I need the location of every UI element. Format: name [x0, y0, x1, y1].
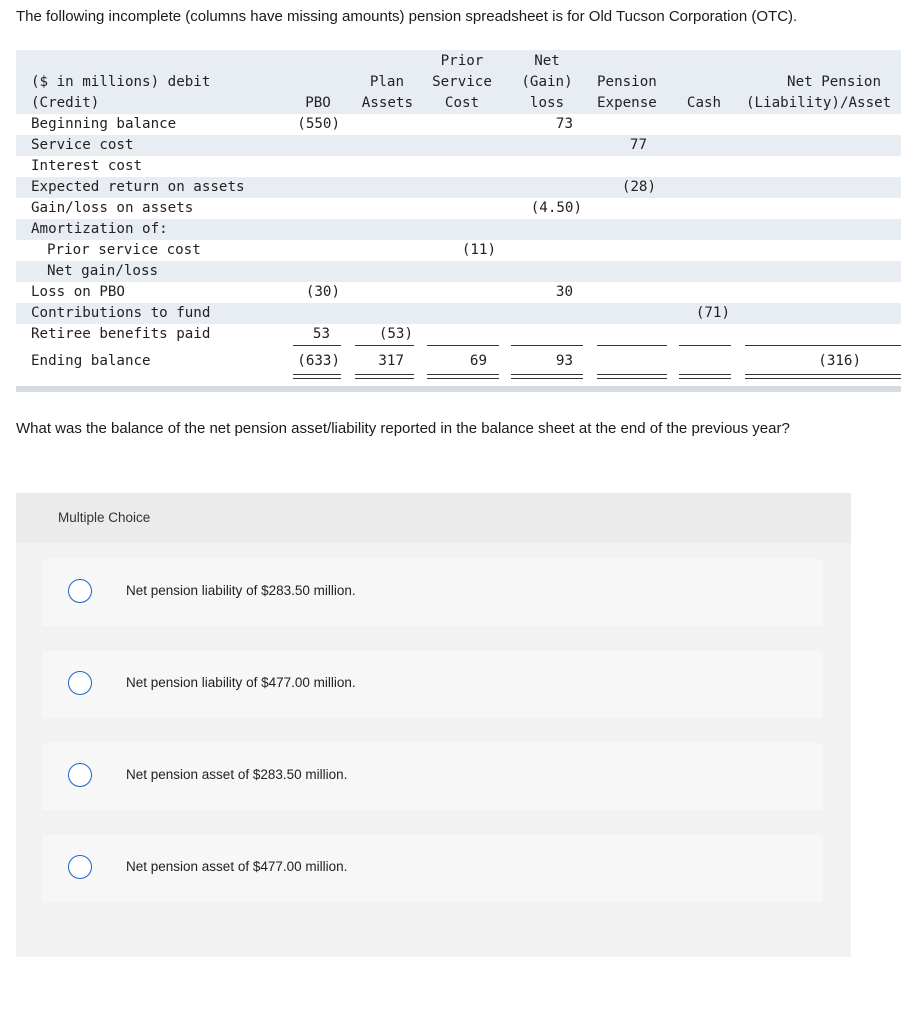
cell-ending-plan: 317: [378, 353, 404, 369]
header-psc-line2: Service: [432, 74, 492, 90]
row-label-service: Service cost: [31, 137, 134, 153]
double-underline: [355, 374, 414, 379]
multiple-choice-header: [16, 493, 851, 543]
row-label-interest: Interest cost: [31, 158, 143, 174]
choice-option-1[interactable]: [42, 559, 823, 626]
row-label-prior-service: Prior service cost: [47, 242, 201, 258]
radio-icon[interactable]: [68, 671, 92, 695]
underline: [745, 345, 901, 346]
header-psc-line1: Prior: [440, 53, 484, 69]
header-label-line1: ($ in millions) debit: [31, 74, 211, 90]
underline: [427, 345, 499, 346]
cell-retiree-pbo: 53: [312, 326, 330, 342]
underline: [511, 345, 583, 346]
cell-service-pe: 77: [629, 137, 647, 153]
underline: [679, 345, 731, 346]
cell-ending-npl: (316): [818, 353, 861, 369]
header-pe-line1: Pension: [597, 74, 657, 90]
row-label-amortization: Amortization of:: [31, 221, 168, 237]
multiple-choice-panel: [16, 493, 851, 957]
radio-icon[interactable]: [68, 579, 92, 603]
double-underline: [511, 374, 583, 379]
header-label-line2: (Credit): [31, 95, 100, 111]
cell-retiree-plan: (53): [378, 326, 413, 342]
underline: [355, 345, 414, 346]
cell-ending-net: 93: [555, 353, 573, 369]
choice-option-label: Net pension asset of $283.50 million.: [126, 767, 348, 782]
row-label-loss-pbo: Loss on PBO: [31, 284, 125, 300]
header-psc-line3: Cost: [444, 95, 480, 111]
header-pe-line2: Expense: [597, 95, 657, 111]
double-underline: [293, 374, 341, 379]
radio-icon[interactable]: [68, 855, 92, 879]
header-npl-line2: (Liability)/Asset: [746, 95, 892, 111]
header-cash: Cash: [686, 95, 722, 111]
double-underline: [597, 374, 667, 379]
row-label-expected: Expected return on assets: [31, 179, 245, 195]
cell-psc-psc: (11): [461, 242, 496, 258]
double-underline: [679, 374, 731, 379]
multiple-choice-title: Multiple Choice: [58, 510, 151, 525]
cell-beginning-net: 73: [555, 116, 573, 132]
cell-losspbo-pbo: (30): [305, 284, 340, 300]
footer-band: [16, 386, 901, 392]
cell-ending-psc: 69: [469, 353, 487, 369]
row-label-contributions: Contributions to fund: [31, 305, 211, 321]
cell-expected-pe: (28): [621, 179, 656, 195]
header-plan-line1: Plan: [369, 74, 404, 90]
choice-option-label: Net pension liability of $283.50 million.: [126, 583, 356, 598]
choice-option-label: Net pension asset of $477.00 million.: [126, 859, 348, 874]
header-npl-line1: Net Pension: [787, 74, 881, 90]
choice-option-2[interactable]: [42, 651, 823, 718]
header-pbo: PBO: [305, 95, 331, 111]
cell-gainloss-net: (4.50): [530, 200, 582, 216]
cell-ending-pbo: (633): [297, 353, 340, 369]
row-label-ending: Ending balance: [31, 353, 151, 369]
row-band: [16, 135, 901, 156]
row-label-beginning: Beginning balance: [31, 116, 177, 132]
cell-losspbo-net: 30: [555, 284, 573, 300]
double-underline: [427, 374, 499, 379]
header-plan-line2: Assets: [361, 95, 413, 111]
underline: [293, 345, 341, 346]
row-label-gainloss: Gain/loss on assets: [31, 200, 194, 216]
header-net-line1: Net: [534, 53, 560, 69]
choice-option-3[interactable]: [42, 743, 823, 810]
intro-text: The following incomplete (columns have missing amounts) pension spreadsheet is for Old Tucson Corporation (OTC).: [16, 8, 798, 25]
question-text: What was the balance of the net pension asset/liability reported in the balance sheet at the end of the previous year?: [16, 420, 790, 437]
pension-spreadsheet: [16, 50, 901, 392]
underline: [597, 345, 667, 346]
double-underline: [745, 374, 901, 379]
cell-contrib-cash: (71): [695, 305, 730, 321]
row-label-net-gain: Net gain/loss: [47, 263, 159, 279]
header-net-line2: (Gain): [521, 74, 573, 90]
radio-icon[interactable]: [68, 763, 92, 787]
header-net-line3: loss: [529, 95, 565, 111]
choice-option-label: Net pension liability of $477.00 million.: [126, 675, 356, 690]
row-label-retiree: Retiree benefits paid: [31, 326, 211, 342]
choice-option-4[interactable]: [42, 835, 823, 902]
cell-beginning-pbo: (550): [297, 116, 340, 132]
